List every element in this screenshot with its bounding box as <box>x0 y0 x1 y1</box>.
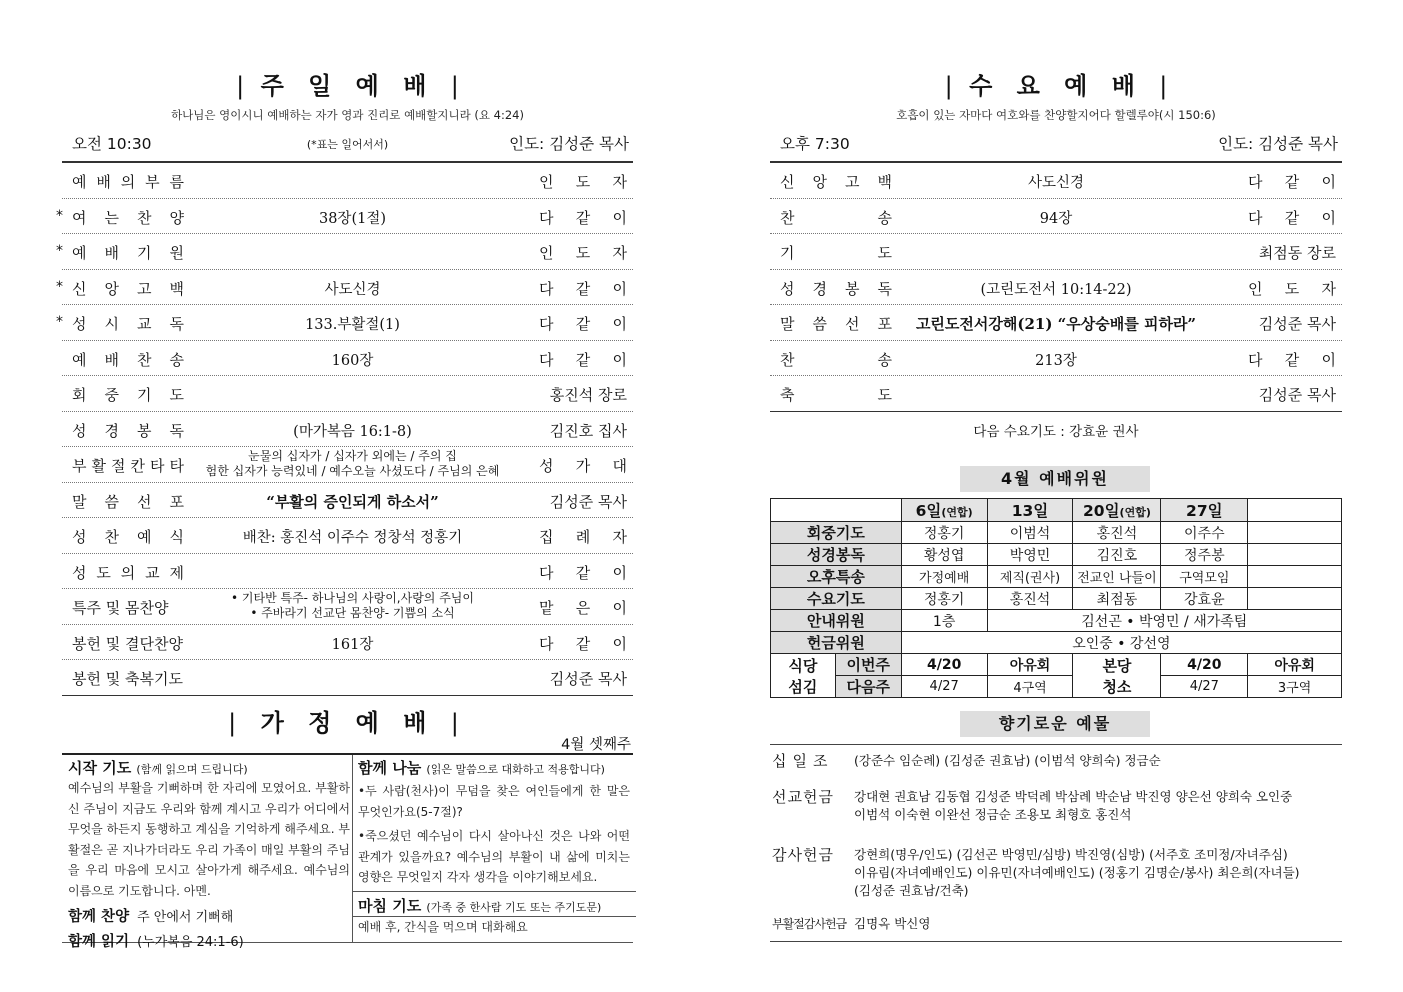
order-name: 예 배 의 부 름 <box>72 173 184 191</box>
committee-cell: 전교인 나들이 <box>1073 566 1161 588</box>
order-row <box>56 305 633 341</box>
order-person: 다 같 이 <box>539 208 627 227</box>
sunday-time: 오전 10:30 <box>72 135 152 153</box>
date-col: 6일(연합) <box>901 499 987 522</box>
order-name: 성 경 봉 독 <box>72 421 184 440</box>
sunday-column <box>56 0 633 992</box>
wednesday-leader: 인도: 김성준 목사 <box>1218 135 1338 153</box>
date-col: 20일(연합) <box>1073 499 1161 522</box>
reading-line: 함께 읽기 (누가복음 24:1-6) <box>68 934 244 950</box>
order-row <box>770 163 1342 199</box>
guide-row: 안내위원 1층 김선곤 • 박영민 / 새가족팀 <box>771 610 1342 632</box>
order-row <box>770 199 1342 235</box>
wednesday-info <box>770 132 1342 158</box>
order-content: • 기타반 특주- 하나님의 사랑이,사랑의 주님이 • 주바라기 선교단 몸찬양- 기쁨의 소식 <box>231 591 474 620</box>
committee-cell <box>1248 522 1342 544</box>
next-wednesday-prayer: 다음 수요기도 : 강효윤 권사 <box>973 424 1139 440</box>
order-name: 말 씀 선 포 <box>72 492 184 511</box>
committee-cell: 김진호 <box>1073 544 1161 566</box>
committee-cell: 홍진석 <box>987 588 1073 610</box>
committee-table <box>770 498 1342 698</box>
order-person: 다 같 이 <box>539 350 627 369</box>
order-content: 사도신경 <box>324 281 381 298</box>
date-col: 27일 <box>1161 499 1248 522</box>
order-content: 눈물의 십자가 / 십자가 외에는 / 주의 집 험한 십자가 능력있네 / 예수오늘 사셨도다 / 주님의 은혜 <box>205 449 500 478</box>
order-row <box>770 270 1342 306</box>
order-name: 여 는 찬 양 <box>72 208 184 227</box>
order-name: 특주 및 몸찬양 <box>72 599 169 617</box>
sunday-leader: 인도: 김성준 목사 <box>509 135 629 153</box>
order-person: 김성준 목사 <box>1258 386 1336 404</box>
order-name: 찬 송 <box>780 350 892 369</box>
committee-cell <box>1248 588 1342 610</box>
order-person: 다 같 이 <box>539 315 627 333</box>
order-content: 사도신경 <box>1027 175 1085 191</box>
sunday-verse: 하나님은 영이시니 예배하는 자가 영과 진리로 예배할지니라 (요 4:24) <box>171 108 524 122</box>
wednesday-verse: 호흡이 있는 자마다 여호와를 찬양할지어다 할렐루야(시 150:6) <box>896 108 1216 122</box>
order-name: 부 활 절 칸 타 타 <box>72 457 184 475</box>
committee-cell: 구역모임 <box>1161 566 1248 588</box>
order-content: 94장 <box>1039 210 1073 227</box>
order-content: 213장 <box>1035 352 1077 369</box>
committee-cell: 황성엽 <box>901 544 987 566</box>
start-prayer-heading: 시작 기도 (함께 읽으며 드립니다) <box>68 759 248 777</box>
offerings-title: 향기로운 예물 <box>960 711 1150 737</box>
sunday-info <box>62 132 633 158</box>
order-content: 38장(1절) <box>318 210 386 227</box>
order-row <box>62 518 633 554</box>
divider <box>352 755 353 942</box>
share-question-2: •죽으셨던 예수님이 다시 살아나신 것은 나와 어떤 관계가 있을까요? 예수님의 부활이 내 삶에 미치는 영향은 무엇일지 각자 생각을 이야기해보세요. <box>358 829 630 884</box>
order-row <box>62 660 633 696</box>
wednesday-column <box>770 0 1342 992</box>
committee-row <box>771 544 1342 566</box>
order-content: “부활의 증인되게 하소서” <box>266 492 439 511</box>
committee-cell: 홍진석 <box>1073 522 1161 544</box>
family-worship-box <box>62 753 633 950</box>
offerings-list: 십일조 (강준수 임순례) (김성준 권효남) (이범석 양희숙) 정금순 선교헌금 강대현 권효남 김동협 김성준 박덕례 박삼례 박순남 박진영 양은선 양희숙 오인중 이범석 이숙현 이완선 정금순 조용모 최형호 홍진석 감사헌금 강현희(명우/인도) (김선곤 박영민/심방) 박진영(심방) (서주호 조미정/자녀주심) 이유림(자녀예배인도) 이유민(자녀예배인도) (정홍기 김명순/봉사) 최은희(자녀들) (김성준 권효남/건축) 부활절감사헌금 김명옥 박신영 <box>770 744 1342 942</box>
order-name: 신 앙 고 백 <box>72 279 184 298</box>
wednesday-time: 오후 7:30 <box>780 135 850 153</box>
meal-row-2: 다음주 4/27 4구역 4/27 3구역 <box>771 676 1342 698</box>
date-col: 13일 <box>987 499 1073 522</box>
order-row <box>62 376 633 412</box>
order-person: 김성준 목사 <box>549 492 627 511</box>
sunday-order-list <box>56 163 633 696</box>
stand-mark: * <box>56 278 63 295</box>
order-row <box>62 341 633 377</box>
committee-cell: 박영민 <box>987 544 1073 566</box>
order-row <box>62 412 633 448</box>
wednesday-title: | 수 요 예 배 | <box>944 72 1168 100</box>
order-row <box>62 589 633 625</box>
order-person: 김진호 집사 <box>549 421 627 440</box>
order-row <box>62 163 633 199</box>
order-row <box>770 305 1342 341</box>
share-heading: 함께 나눔 (읽은 말씀으로 대화하고 적용합니다) <box>358 759 605 777</box>
committee-header-row <box>771 499 1342 522</box>
committee-cell: 이범석 <box>987 522 1073 544</box>
order-row <box>770 376 1342 412</box>
order-name: 봉헌 및 축복기도 <box>72 670 183 688</box>
order-row <box>62 447 633 483</box>
order-content: 161장 <box>331 636 374 653</box>
order-person: 인 도 자 <box>539 244 627 262</box>
order-name: 성 시 교 독 <box>72 315 184 333</box>
order-content: (마가복음 16:1-8) <box>293 423 412 440</box>
stand-mark: * <box>56 314 63 330</box>
song-line: 함께 찬양 주 안에서 기뻐해 <box>68 909 234 925</box>
order-name: 찬 송 <box>780 208 892 227</box>
start-prayer-text: 예수님의 부활을 기뻐하며 한 자리에 모였어요. 부활하신 주님이 지금도 우리와 함께 계시고 우리가 어디에서 무엇을 하든지 동행하고 계심을 기억하게 해주세요. 부활절은 곧 지나가더라도 우리 가족이 매일 부활의 주님을 우리 마음에 모시고 살아가게 해주세요. 예수님의 이름으로 기도합니다. 아멘. <box>68 781 350 898</box>
committee-cell: 정홍기 <box>901 522 987 544</box>
order-content: 133.부활절(1) <box>305 317 400 333</box>
order-content: 배찬: 홍진석 이주수 정창석 정홍기 <box>242 530 463 546</box>
family-title: | 가 정 예 배 | <box>228 709 467 737</box>
order-name: 봉헌 및 결단찬양 <box>72 634 183 653</box>
order-person: 다 같 이 <box>539 279 627 298</box>
offering-committee-row: 헌금위원 오인중 • 강선영 <box>771 632 1342 654</box>
meal-row-1: 식당 섬김 이번주 4/20 아유회 본당 청소 4/20 아유회 <box>771 654 1342 676</box>
sunday-title: | 주 일 예 배 | <box>236 72 459 100</box>
order-name: 기 도 <box>780 244 892 262</box>
order-person: 인 도 자 <box>1248 279 1336 298</box>
committee-cell: 정주봉 <box>1161 544 1248 566</box>
wednesday-order-list <box>770 163 1342 412</box>
committee-row <box>771 522 1342 544</box>
committee-cell: 정홍기 <box>901 588 987 610</box>
order-person: 다 같 이 <box>539 563 627 582</box>
order-row <box>56 270 633 306</box>
order-row <box>56 199 633 235</box>
family-week: 4월 셋째주 <box>561 737 631 753</box>
order-person: 홍진석 장로 <box>549 386 627 404</box>
order-person: 최점동 장로 <box>1258 244 1336 262</box>
order-person: 집 례 자 <box>539 528 627 546</box>
order-name: 회 중 기 도 <box>72 386 184 404</box>
order-name: 신 앙 고 백 <box>780 173 892 191</box>
order-row <box>62 625 633 661</box>
order-person: 다 같 이 <box>1248 173 1336 191</box>
committee-cell <box>1248 566 1342 588</box>
committee-role: 회중기도 <box>771 522 902 544</box>
order-name: 예 배 기 원 <box>72 244 184 262</box>
committee-role: 오후특송 <box>771 566 902 588</box>
order-row <box>62 554 633 590</box>
sunday-stand-note: (*표는 일어서서) <box>306 138 389 151</box>
order-person: 다 같 이 <box>539 634 627 653</box>
committee-row <box>771 566 1342 588</box>
order-person: 맡 은 이 <box>539 599 627 617</box>
committee-cell: 가정예배 <box>901 566 987 588</box>
stand-mark: * <box>56 207 63 224</box>
divider <box>352 891 636 892</box>
order-name: 성 찬 예 식 <box>72 528 184 546</box>
committee-cell: 강효윤 <box>1161 588 1248 610</box>
order-person: 인 도 자 <box>539 173 627 191</box>
order-name: 축 도 <box>780 386 892 404</box>
order-name: 예 배 찬 송 <box>72 350 184 369</box>
order-person: 다 같 이 <box>1248 350 1336 369</box>
committee-role: 수요기도 <box>771 588 902 610</box>
order-content: (고린도전서 10:14-22) <box>980 281 1132 298</box>
order-person: 다 같 이 <box>1248 208 1336 227</box>
order-content: 고린도전서강해(21) “우상숭배를 피하라” <box>915 315 1197 333</box>
end-prayer-heading: 마침 기도 (가족 중 한사람 기도 또는 주기도문) <box>358 896 602 915</box>
order-name: 성 경 봉 독 <box>780 279 892 298</box>
order-row <box>56 234 633 270</box>
order-name: 말 씀 선 포 <box>780 315 892 333</box>
share-question-1: •두 사람(천사)이 무덤을 찾은 여인들에게 한 말은 무엇인가요(5-7절)? <box>358 784 630 819</box>
order-name: 성 도 의 교 제 <box>72 563 184 582</box>
order-person: 김성준 목사 <box>1258 315 1336 333</box>
end-prayer-text: 예배 후, 간식을 먹으며 대화해요 <box>352 916 636 938</box>
order-person: 김성준 목사 <box>549 670 627 688</box>
committee-cell <box>1248 544 1342 566</box>
committee-cell: 최점동 <box>1073 588 1161 610</box>
committee-cell: 제직(권사) <box>987 566 1073 588</box>
order-content: 160장 <box>331 352 374 369</box>
order-row <box>770 341 1342 377</box>
committee-cell: 이주수 <box>1161 522 1248 544</box>
committee-row <box>771 588 1342 610</box>
committee-title: 4월 예배위원 <box>960 466 1150 492</box>
committee-role: 성경봉독 <box>771 544 902 566</box>
order-row <box>62 483 633 519</box>
order-person: 성 가 대 <box>539 457 627 475</box>
order-row <box>770 234 1342 270</box>
stand-mark: * <box>56 243 63 259</box>
